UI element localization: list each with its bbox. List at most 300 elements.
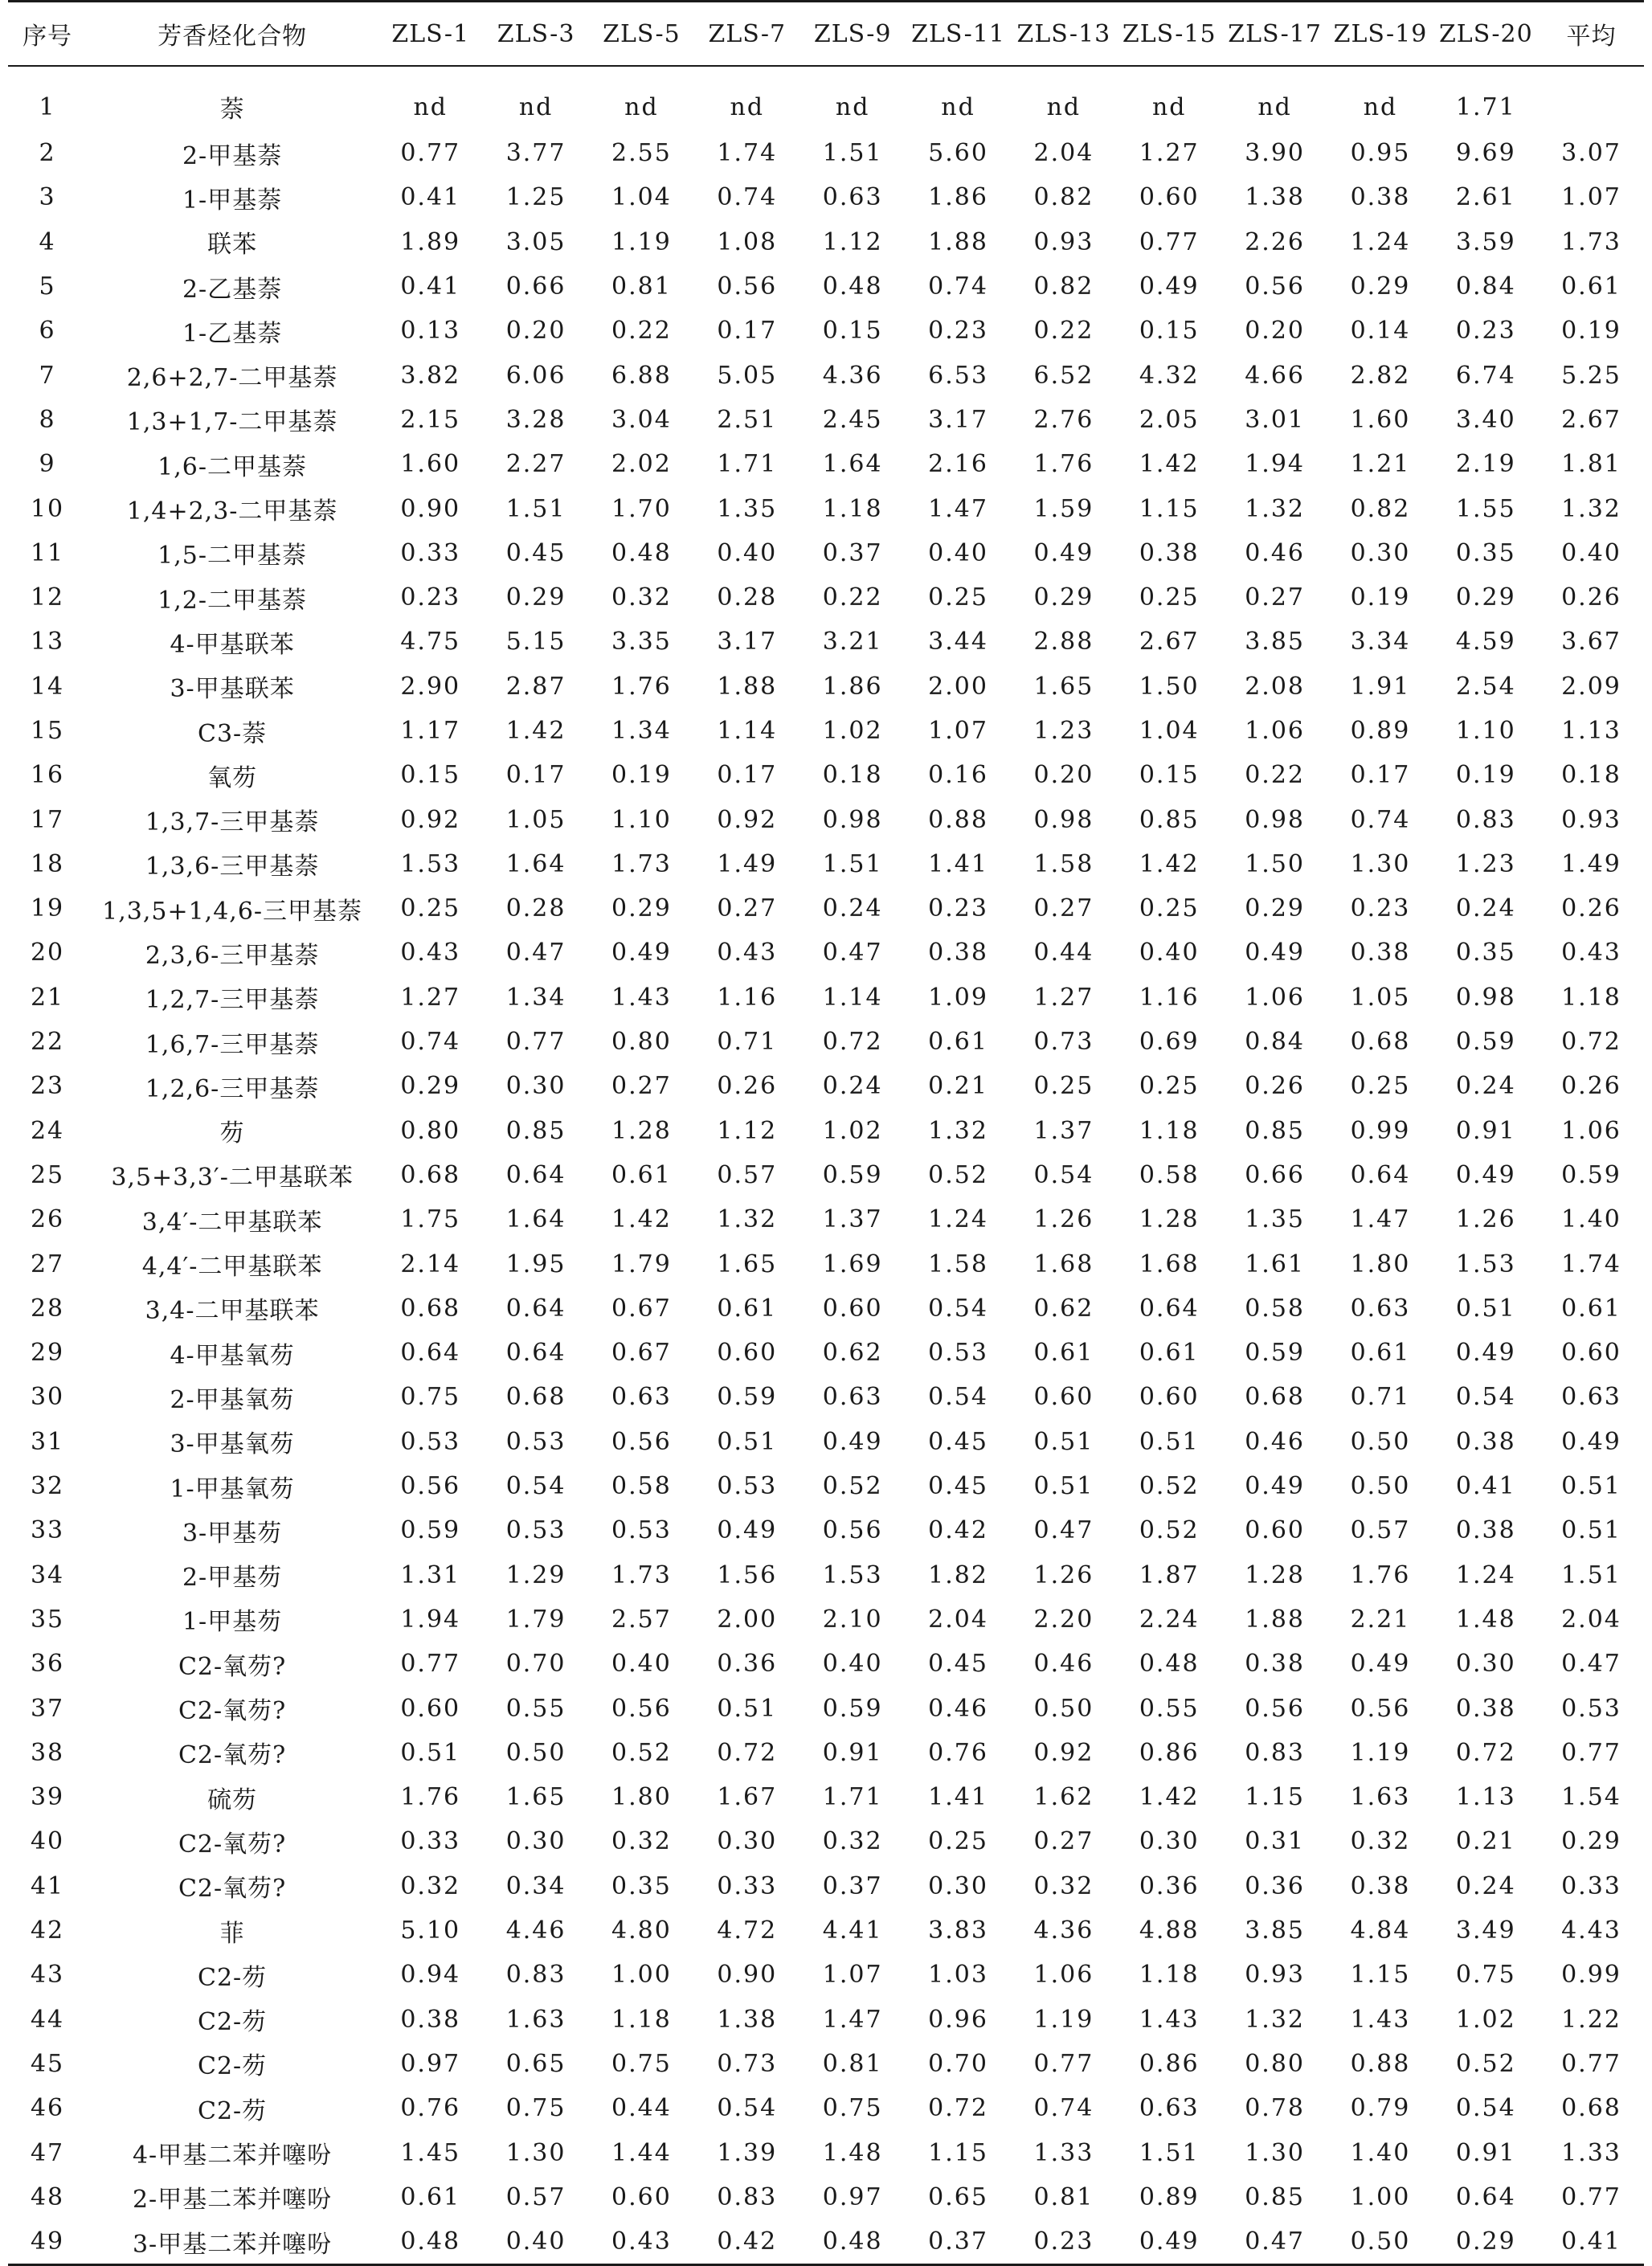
value-cell: 0.72 [717, 1738, 778, 1767]
value-cell: 0.49 [1139, 272, 1200, 301]
value-cell: nd [941, 92, 975, 121]
value-cell: 1.68 [1139, 1250, 1200, 1278]
value-cell: 0.50 [505, 1738, 566, 1767]
table-row [8, 486, 1644, 530]
value-cell: 1.88 [717, 672, 778, 701]
value-cell: 0.91 [822, 1738, 883, 1767]
compound-name: C2-芴 [198, 2096, 268, 2125]
value-cell: 1.50 [1139, 672, 1200, 701]
value-cell: 2.14 [400, 1250, 461, 1278]
value-cell: 0.80 [1245, 2049, 1305, 2078]
value-cell: 1.47 [822, 2005, 883, 2034]
value-cell: 1.38 [717, 2005, 778, 2034]
compound-name: 2-乙基萘 [182, 275, 283, 304]
compound-name: 4-甲基氧芴 [170, 1341, 295, 1370]
value-cell: 0.63 [1350, 1294, 1411, 1323]
value-cell: 0.90 [717, 1961, 778, 1990]
value-cell: 0.81 [611, 272, 672, 301]
value-cell: 0.29 [1033, 583, 1094, 612]
value-cell: 1.00 [611, 1961, 672, 1990]
value-cell: 1.58 [928, 1250, 988, 1278]
value-cell: 0.63 [1561, 1383, 1621, 1412]
value-cell: 1.42 [1139, 1783, 1200, 1812]
value-cell: 0.30 [1455, 1650, 1516, 1679]
value-cell: 1.88 [1245, 1605, 1305, 1634]
value-cell: 0.44 [611, 2094, 672, 2123]
value-cell: 0.80 [400, 1116, 461, 1145]
compound-name: 芴 [219, 1119, 245, 1148]
value-cell: 0.25 [1139, 894, 1200, 923]
value-cell: 2.15 [400, 405, 461, 434]
value-cell: 1.76 [1033, 450, 1094, 479]
value-cell: 4.75 [400, 628, 461, 656]
value-cell: 0.58 [1245, 1294, 1305, 1323]
value-cell: 2.04 [1561, 1605, 1621, 1634]
value-cell: 1.76 [400, 1783, 461, 1812]
row-index: 5 [39, 272, 56, 301]
value-cell: 1.24 [928, 1205, 988, 1234]
table-row [8, 976, 1644, 1020]
value-cell: 0.51 [1561, 1516, 1621, 1545]
value-cell: 0.60 [822, 1294, 883, 1323]
value-cell: 0.71 [1350, 1383, 1411, 1412]
value-cell: 5.10 [400, 1916, 461, 1945]
value-cell: 0.92 [1033, 1738, 1094, 1767]
row-index: 17 [30, 805, 65, 834]
value-cell: 0.41 [1455, 1472, 1516, 1501]
value-cell: 0.80 [611, 1028, 672, 1057]
value-cell: 0.75 [505, 2094, 566, 2123]
value-cell: 0.53 [928, 1339, 988, 1368]
value-cell: 3.28 [505, 405, 566, 434]
value-cell: 0.74 [1350, 805, 1411, 834]
value-cell: 0.52 [1139, 1472, 1200, 1501]
value-cell: 1.28 [1139, 1205, 1200, 1234]
value-cell: 0.33 [400, 1827, 461, 1856]
value-cell: 1.39 [717, 2138, 778, 2167]
value-cell: 0.29 [505, 583, 566, 612]
value-cell: 0.88 [1350, 2049, 1411, 2078]
value-cell: 0.24 [1455, 1072, 1516, 1101]
value-cell: 0.75 [822, 2094, 883, 2123]
table-row [8, 1686, 1644, 1730]
table-row [8, 620, 1644, 664]
table-row [8, 1331, 1644, 1375]
value-cell: 0.48 [822, 272, 883, 301]
table-body [8, 66, 1644, 2265]
compound-name: 1,2,6-三甲基萘 [145, 1074, 320, 1103]
row-index: 42 [30, 1916, 65, 1945]
value-cell: 0.57 [505, 2182, 566, 2211]
value-cell: 0.97 [822, 2182, 883, 2211]
value-cell: 3.04 [611, 405, 672, 434]
value-cell: 0.15 [1139, 761, 1200, 790]
value-cell: 1.86 [822, 672, 883, 701]
value-cell: 0.63 [1139, 2094, 1200, 2123]
compound-name: C3-萘 [198, 719, 268, 748]
value-cell: 0.38 [1455, 1427, 1516, 1456]
value-cell: 0.53 [505, 1427, 566, 1456]
value-cell: 0.40 [611, 1650, 672, 1679]
value-cell: 0.51 [717, 1427, 778, 1456]
value-cell: 1.07 [1561, 183, 1621, 212]
value-cell: 0.51 [1033, 1427, 1094, 1456]
row-index: 2 [39, 139, 56, 168]
value-cell: 0.59 [1245, 1339, 1305, 1368]
value-cell: 0.25 [1139, 583, 1200, 612]
value-cell: 0.18 [1561, 761, 1621, 790]
value-cell: 0.36 [1245, 1871, 1305, 1900]
value-cell: 0.49 [1245, 939, 1305, 967]
value-cell: 0.85 [1139, 805, 1200, 834]
value-cell: 1.12 [822, 227, 883, 256]
value-cell: 1.06 [1033, 1961, 1094, 1990]
value-cell: 1.53 [400, 849, 461, 878]
value-cell: 2.67 [1561, 405, 1621, 434]
value-cell: 0.61 [1561, 272, 1621, 301]
value-cell: 4.32 [1139, 361, 1200, 390]
value-cell: 1.71 [717, 450, 778, 479]
value-cell: 0.76 [400, 2094, 461, 2123]
column-header: ZLS-15 [1117, 2, 1222, 67]
value-cell: 1.94 [400, 1605, 461, 1634]
value-cell: 1.43 [1139, 2005, 1200, 2034]
row-index: 28 [30, 1294, 65, 1323]
value-cell: 0.50 [1350, 1472, 1411, 1501]
value-cell: 2.10 [822, 1605, 883, 1634]
value-cell: 3.17 [928, 405, 988, 434]
value-cell: 2.90 [400, 672, 461, 701]
value-cell: 1.63 [1350, 1783, 1411, 1812]
value-cell: 0.54 [505, 1472, 566, 1501]
value-cell: 1.02 [1455, 2005, 1516, 2034]
value-cell: 1.12 [717, 1116, 778, 1145]
value-cell: 1.55 [1455, 494, 1516, 523]
table-row [8, 753, 1644, 797]
compound-name: 1,5-二甲基萘 [157, 542, 308, 571]
row-index: 47 [30, 2138, 65, 2167]
row-index: 4 [39, 227, 56, 256]
row-index: 46 [30, 2094, 65, 2123]
value-cell: 1.18 [1139, 1116, 1200, 1145]
value-cell: 3.05 [505, 227, 566, 256]
value-cell: 0.63 [822, 1383, 883, 1412]
value-cell: 0.35 [1455, 538, 1516, 567]
value-cell: 0.32 [400, 1871, 461, 1900]
value-cell: 1.59 [1033, 494, 1094, 523]
value-cell: 0.77 [1561, 2049, 1621, 2078]
table-row [8, 797, 1644, 841]
value-cell: nd [413, 92, 448, 121]
value-cell: 0.40 [1139, 939, 1200, 967]
value-cell: 1.58 [1033, 849, 1094, 878]
value-cell: 0.89 [1350, 717, 1411, 745]
row-index: 24 [30, 1116, 65, 1145]
row-index: 32 [30, 1472, 65, 1501]
value-cell: nd [1363, 92, 1398, 121]
table-row [8, 353, 1644, 397]
value-cell: 0.52 [1455, 2049, 1516, 2078]
value-cell: 0.72 [822, 1028, 883, 1057]
value-cell: 0.56 [822, 1516, 883, 1545]
value-cell: 1.64 [822, 450, 883, 479]
row-index: 43 [30, 1961, 65, 1990]
value-cell: 0.40 [928, 538, 988, 567]
value-cell: 0.47 [1222, 2219, 1327, 2265]
value-cell: 4.66 [1245, 361, 1305, 390]
value-cell: 1.06 [1245, 983, 1305, 1012]
table-row [8, 2175, 1644, 2219]
value-cell: 0.41 [400, 183, 461, 212]
value-cell: 1.18 [822, 494, 883, 523]
value-cell: 0.88 [928, 805, 988, 834]
compound-name: 1,3,5+1,4,6-三甲基萘 [102, 897, 363, 926]
value-cell: 0.34 [505, 1871, 566, 1900]
value-cell: 0.98 [1033, 805, 1094, 834]
value-cell: 0.93 [1033, 227, 1094, 256]
value-cell: 0.63 [611, 1383, 672, 1412]
value-cell: 1.33 [1561, 2138, 1621, 2167]
value-cell: 0.30 [928, 1871, 988, 1900]
value-cell: 1.60 [1350, 405, 1411, 434]
value-cell: 0.76 [928, 1738, 988, 1767]
value-cell: 1.65 [505, 1783, 566, 1812]
value-cell: 0.66 [1245, 1160, 1305, 1189]
value-cell: 0.49 [611, 939, 672, 967]
value-cell: 1.65 [1033, 672, 1094, 701]
column-header: ZLS-3 [483, 2, 588, 67]
value-cell: 1.41 [928, 849, 988, 878]
value-cell: 1.73 [611, 849, 672, 878]
value-cell: 1.64 [505, 849, 566, 878]
value-cell: 0.64 [505, 1294, 566, 1323]
row-index: 25 [30, 1160, 65, 1189]
value-cell: 0.81 [1033, 2182, 1094, 2211]
value-cell: 0.60 [1139, 183, 1200, 212]
value-cell: 1.61 [1245, 1250, 1305, 1278]
value-cell: 1.76 [611, 672, 672, 701]
row-index: 16 [30, 761, 65, 790]
value-cell: 1.43 [611, 983, 672, 1012]
table-row [8, 220, 1644, 264]
value-cell: 1.32 [1245, 494, 1305, 523]
value-cell: 3.85 [1245, 628, 1305, 656]
compound-name: 1,6,7-三甲基萘 [145, 1030, 320, 1059]
row-index: 40 [30, 1827, 65, 1856]
value-cell: 0.67 [611, 1339, 672, 1368]
row-index: 22 [30, 1028, 65, 1057]
value-cell: 0.59 [1561, 1160, 1621, 1189]
value-cell: 0.82 [1350, 494, 1411, 523]
value-cell: 0.98 [822, 805, 883, 834]
value-cell: 0.32 [611, 583, 672, 612]
value-cell: 0.29 [1561, 1827, 1621, 1856]
table-row [8, 1420, 1644, 1464]
value-cell: 0.21 [928, 1072, 988, 1101]
table-row [8, 1064, 1644, 1108]
value-cell: 1.10 [1455, 717, 1516, 745]
value-cell: 0.92 [717, 805, 778, 834]
value-cell: 0.61 [928, 1028, 988, 1057]
value-cell: 0.20 [505, 317, 566, 346]
value-cell: 0.54 [717, 2094, 778, 2123]
value-cell: 1.54 [1561, 1783, 1621, 1812]
value-cell: 2.16 [928, 450, 988, 479]
value-cell: 0.24 [822, 894, 883, 923]
value-cell: 0.77 [400, 1650, 461, 1679]
value-cell: 4.72 [717, 1916, 778, 1945]
table-row [8, 531, 1644, 575]
value-cell: 0.32 [822, 1827, 883, 1856]
value-cell: 0.25 [928, 583, 988, 612]
value-cell: 0.49 [1117, 2219, 1222, 2265]
value-cell: 1.65 [717, 1250, 778, 1278]
value-cell: 1.26 [1033, 1560, 1094, 1589]
value-cell: 0.17 [717, 761, 778, 790]
value-cell: 2.82 [1350, 361, 1411, 390]
value-cell: 1.32 [717, 1205, 778, 1234]
value-cell: 1.32 [1561, 494, 1621, 523]
aromatic-hydrocarbon-table [8, 0, 1644, 2266]
value-cell: 0.72 [928, 2094, 988, 2123]
value-cell: 1.18 [1139, 1961, 1200, 1990]
value-cell: nd [730, 92, 765, 121]
value-cell: 0.38 [1350, 183, 1411, 212]
value-cell: 0.26 [1245, 1072, 1305, 1101]
value-cell: 0.89 [1139, 2182, 1200, 2211]
value-cell: 1.87 [1139, 1560, 1200, 1589]
value-cell: 0.51 [400, 1738, 461, 1767]
value-cell: 5.15 [505, 628, 566, 656]
value-cell: 0.68 [1350, 1028, 1411, 1057]
value-cell: 1.67 [717, 1783, 778, 1812]
value-cell: 0.59 [400, 1516, 461, 1545]
value-cell: 0.29 [1245, 894, 1305, 923]
value-cell: 1.27 [1139, 139, 1200, 168]
value-cell: 1.82 [928, 1560, 988, 1589]
value-cell: 0.65 [505, 2049, 566, 2078]
value-cell: 1.26 [1455, 1205, 1516, 1234]
value-cell: 1.73 [1561, 227, 1621, 256]
column-header: ZLS-13 [1011, 2, 1116, 67]
value-cell: 0.35 [1455, 939, 1516, 967]
compound-name: C2-芴 [198, 2008, 268, 2037]
row-index: 49 [8, 2219, 87, 2265]
value-cell: 0.53 [1561, 1694, 1621, 1723]
value-cell: 0.25 [1139, 1072, 1200, 1101]
value-cell: 1.33 [1033, 2138, 1094, 2167]
value-cell: 0.28 [505, 894, 566, 923]
value-cell: 0.96 [928, 2005, 988, 2034]
compound-name: 1,3,6-三甲基萘 [145, 853, 320, 881]
value-cell: 0.61 [400, 2182, 461, 2211]
value-cell: 0.32 [1350, 1827, 1411, 1856]
value-cell: 3.49 [1455, 1916, 1516, 1945]
value-cell: 1.51 [1561, 1560, 1621, 1589]
value-cell: 1.62 [1033, 1783, 1094, 1812]
value-cell: 0.30 [1350, 538, 1411, 567]
compound-name: C2-氧芴? [178, 1830, 287, 1859]
column-header: 序号 [8, 2, 87, 67]
value-cell: 1.74 [717, 139, 778, 168]
value-cell: 0.33 [1561, 1871, 1621, 1900]
value-cell: 0.54 [928, 1294, 988, 1323]
table-row [8, 1286, 1644, 1331]
value-cell: 0.75 [1455, 1961, 1516, 1990]
value-cell: 0.19 [1350, 583, 1411, 612]
value-cell: 0.94 [400, 1961, 461, 1990]
value-cell: 0.22 [1033, 317, 1094, 346]
value-cell: 1.34 [505, 983, 566, 1012]
value-cell: 0.55 [505, 1694, 566, 1723]
table-row [8, 886, 1644, 931]
value-cell: 1.15 [1245, 1783, 1305, 1812]
value-cell: 0.32 [1033, 1871, 1094, 1900]
value-cell: 0.15 [822, 317, 883, 346]
value-cell: 2.00 [717, 1605, 778, 1634]
value-cell: 0.67 [611, 1294, 672, 1323]
value-cell: 0.53 [505, 1516, 566, 1545]
value-cell: 0.48 [799, 2219, 905, 2265]
value-cell: 1.49 [717, 849, 778, 878]
value-cell: 1.14 [717, 717, 778, 745]
value-cell: 1.73 [611, 1560, 672, 1589]
value-cell: 0.51 [1455, 1294, 1516, 1323]
column-header: ZLS-7 [694, 2, 799, 67]
compound-name: 1,3,7-三甲基萘 [145, 808, 320, 837]
value-cell: 0.26 [1561, 1072, 1621, 1101]
value-cell: 4.88 [1139, 1916, 1200, 1945]
value-cell: 1.30 [505, 2138, 566, 2167]
value-cell: 0.56 [717, 272, 778, 301]
value-cell: 1.34 [611, 717, 672, 745]
value-cell: 9.69 [1455, 139, 1516, 168]
value-cell: 0.19 [1561, 317, 1621, 346]
value-cell: 2.76 [1033, 405, 1094, 434]
table-row [8, 1241, 1644, 1286]
value-cell: 5.25 [1561, 361, 1621, 390]
value-cell: 1.02 [822, 717, 883, 745]
value-cell: 2.08 [1245, 672, 1305, 701]
value-cell: 0.29 [1350, 272, 1411, 301]
compound-name: 2-甲基芴 [182, 1564, 283, 1593]
value-cell: 0.41 [400, 272, 461, 301]
table-row [8, 1508, 1644, 1552]
value-cell: 0.56 [611, 1427, 672, 1456]
value-cell: 0.23 [928, 894, 988, 923]
value-cell: 6.06 [505, 361, 566, 390]
value-cell: 0.74 [1033, 2094, 1094, 2123]
value-cell: 0.49 [1455, 1160, 1516, 1189]
compound-name: C2-芴 [198, 1963, 268, 1992]
value-cell: 0.38 [1245, 1650, 1305, 1679]
value-cell: 0.46 [1245, 538, 1305, 567]
value-cell: 3.67 [1561, 628, 1621, 656]
value-cell: 0.28 [717, 583, 778, 612]
value-cell: 0.85 [1245, 1116, 1305, 1145]
value-cell: 1.75 [400, 1205, 461, 1234]
value-cell: 0.22 [822, 583, 883, 612]
value-cell: 0.60 [1245, 1516, 1305, 1545]
value-cell: 1.03 [928, 1961, 988, 1990]
compound-name: 1-甲基氧芴 [170, 1475, 295, 1503]
value-cell: 1.07 [928, 717, 988, 745]
value-cell: 0.52 [928, 1160, 988, 1189]
value-cell: 2.88 [1033, 628, 1094, 656]
value-cell: 0.47 [1561, 1650, 1621, 1679]
value-cell: 2.21 [1350, 1605, 1411, 1634]
value-cell: 0.38 [400, 2005, 461, 2034]
